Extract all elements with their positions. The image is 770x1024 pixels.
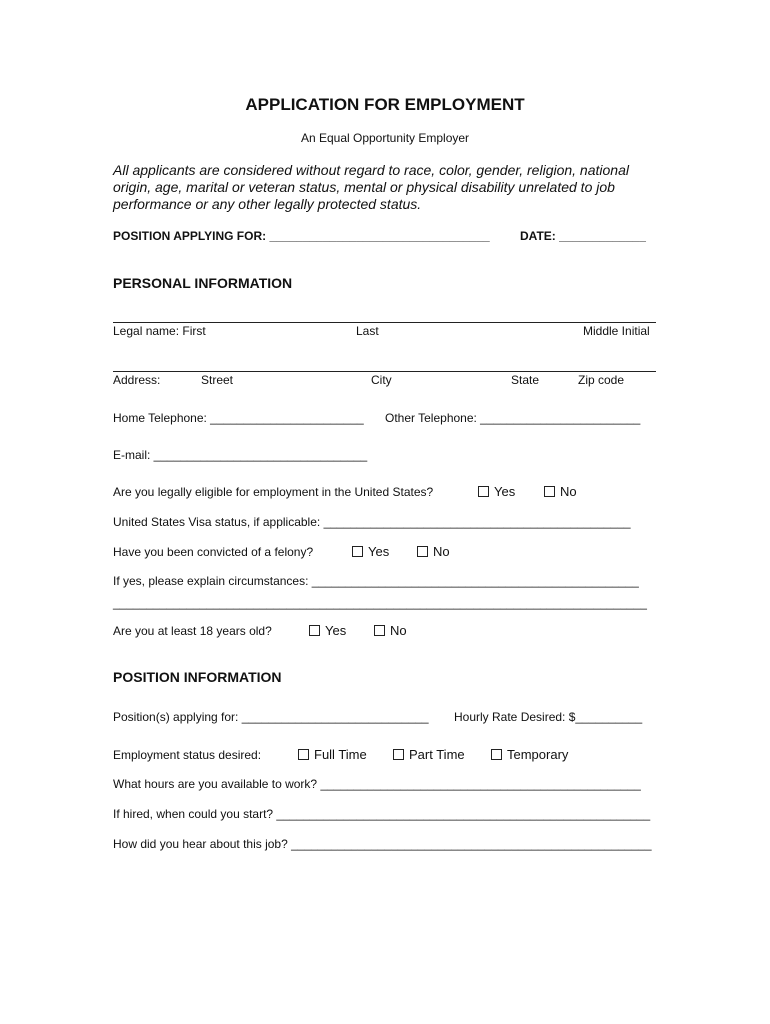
- age-question: Are you at least 18 years old?: [113, 624, 272, 638]
- age-yes-label: Yes: [325, 623, 347, 638]
- start-date-field[interactable]: If hired, when could you start? ________________________________________________________: [113, 807, 651, 821]
- checkbox-icon[interactable]: [491, 749, 502, 760]
- checkbox-icon[interactable]: [417, 546, 428, 557]
- hourly-rate-field[interactable]: Hourly Rate Desired: $__________: [454, 710, 643, 724]
- email-field[interactable]: E-mail: ________________________________: [113, 448, 368, 462]
- checkbox-icon[interactable]: [309, 625, 320, 636]
- first-name-label: Legal name: First: [113, 324, 206, 338]
- age-no-option[interactable]: [374, 623, 407, 638]
- notice-line-2: origin, age, marital or veteran status, mental or physical disability unrelated to job: [113, 179, 615, 195]
- eligible-yes-option[interactable]: [478, 484, 515, 499]
- available-hours-field[interactable]: What hours are you available to work? ________________________________________________: [113, 777, 641, 791]
- address-label: Address:: [113, 373, 161, 387]
- felony-no-option[interactable]: [417, 544, 450, 559]
- temporary-label: Temporary: [507, 747, 569, 762]
- checkbox-icon[interactable]: [374, 625, 385, 636]
- positions-applying-field[interactable]: Position(s) applying for: ____________________________: [113, 710, 429, 724]
- eligible-no-label: No: [560, 484, 577, 499]
- felony-explain-field[interactable]: If yes, please explain circumstances: _________________________________________________: [113, 574, 639, 588]
- felony-yes-label: Yes: [368, 544, 390, 559]
- full-time-label: Full Time: [314, 747, 367, 762]
- age-yes-option[interactable]: [309, 623, 346, 638]
- part-time-label: Part Time: [409, 747, 465, 762]
- checkbox-icon[interactable]: [544, 486, 555, 497]
- last-name-label: Last: [356, 324, 379, 338]
- eligibility-question: Are you legally eligible for employment in the United States?: [113, 485, 434, 499]
- job-source-field[interactable]: How did you hear about this job? ______________________________________________________: [113, 837, 652, 851]
- part-time-option[interactable]: [393, 747, 465, 762]
- address-line[interactable]: [113, 371, 656, 372]
- temporary-option[interactable]: [491, 747, 568, 762]
- form-subtitle: An Equal Opportunity Employer: [300, 131, 470, 145]
- position-applying-field[interactable]: POSITION APPLYING FOR: _________________________________: [113, 229, 490, 243]
- middle-initial-label: Middle Initial: [583, 324, 650, 338]
- employment-status-label: Employment status desired:: [113, 748, 262, 762]
- other-telephone-field[interactable]: Other Telephone: ________________________: [385, 411, 641, 425]
- checkbox-icon[interactable]: [352, 546, 363, 557]
- legal-name-line[interactable]: [113, 322, 656, 323]
- full-time-option[interactable]: [298, 747, 367, 762]
- checkbox-icon[interactable]: [393, 749, 404, 760]
- state-label: State: [511, 373, 540, 387]
- eligible-no-option[interactable]: [544, 484, 577, 499]
- date-field[interactable]: DATE: _____________: [520, 229, 646, 243]
- felony-explain-line-2[interactable]: ________________________________________________________________________________: [113, 596, 647, 610]
- eligible-yes-label: Yes: [494, 484, 516, 499]
- city-label: City: [371, 373, 392, 387]
- notice-line-1: All applicants are considered without regard to race, color, gender, religion, national: [113, 162, 629, 178]
- felony-no-label: No: [433, 544, 450, 559]
- checkbox-icon[interactable]: [478, 486, 489, 497]
- street-label: Street: [201, 373, 234, 387]
- zip-code-label: Zip code: [578, 373, 625, 387]
- felony-question: Have you been convicted of a felony?: [113, 545, 314, 559]
- personal-info-heading: PERSONAL INFORMATION: [113, 275, 293, 291]
- felony-yes-option[interactable]: [352, 544, 389, 559]
- home-telephone-field[interactable]: Home Telephone: _______________________: [113, 411, 364, 425]
- position-info-heading: POSITION INFORMATION: [113, 669, 282, 685]
- age-no-label: No: [390, 623, 407, 638]
- checkbox-icon[interactable]: [298, 749, 309, 760]
- form-title: APPLICATION FOR EMPLOYMENT: [245, 95, 525, 114]
- visa-status-field[interactable]: United States Visa status, if applicable: ______________________________________________: [113, 515, 631, 529]
- notice-line-3: performance or any other legally protected status.: [113, 196, 422, 212]
